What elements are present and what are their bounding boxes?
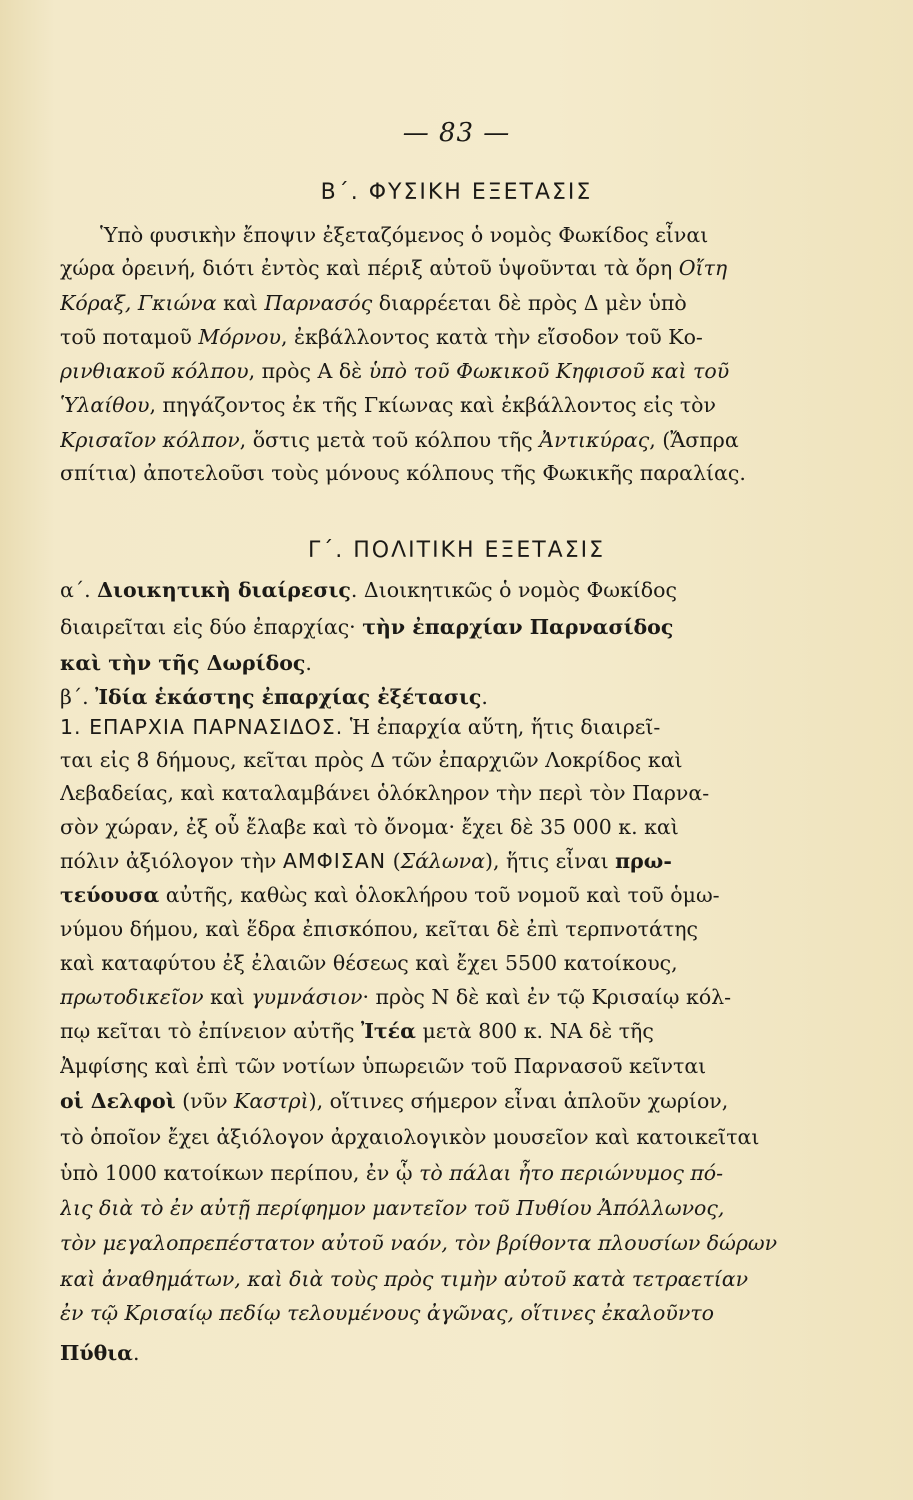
section-heading-political-examination: Γ΄. ΠΟΛΙΤΙΚΗ ΕΞΕΤΑΣΙΣ (307, 538, 605, 563)
text-run: τοῦ ποταμοῦ (60, 325, 199, 349)
text-run: τεύουσα (60, 883, 160, 907)
text-run: . (481, 685, 488, 709)
text-line (60, 982, 830, 1012)
text-line (60, 425, 830, 455)
text-run: τὴν ἐπαρχίαν Παρνασίδος (362, 615, 674, 639)
text-run: Σάλωνα (400, 849, 485, 873)
text-run: (νῦν (175, 1089, 235, 1113)
text-run: Μόρνου (198, 325, 281, 349)
text-run: . (132, 1341, 140, 1365)
text-line (60, 648, 830, 678)
text-line (60, 682, 830, 712)
text-run: , πηγάζοντος ἐκ τῆς Γκίωνας καὶ ἐκβάλλοντος εἰς τὸν (149, 393, 716, 417)
text-line (60, 575, 830, 605)
text-line (60, 948, 830, 978)
text-line (60, 745, 830, 775)
section-heading-physical-examination: Β΄. ΦΥΣΙΚΗ ΕΞΕΤΑΣΙΣ (320, 180, 593, 205)
text-run: διαιρεῖται εἰς δύο ἐπαρχίας· (60, 615, 363, 639)
page-number: — 83 — (402, 118, 511, 148)
text-run: , (Ἄσπρα (649, 428, 739, 452)
text-run: β΄. (60, 685, 96, 709)
text-line (60, 1193, 830, 1223)
text-run: σὸν χώραν, ἐξ οὗ ἔλαβε καὶ τὸ ὄνομα· ἔχει δὲ 35 000 κ. καὶ (60, 815, 679, 839)
text-run: ται εἰς 8 δήμους, κεῖται πρὸς Δ τῶν ἐπαρχιῶν Λοκρίδος καὶ (60, 748, 683, 772)
text-line (60, 288, 830, 318)
text-run: τὸ ὁποῖον ἔχει ἀξιόλογον ἀρχαιολογικὸν μουσεῖον καὶ κατοικεῖται (60, 1125, 760, 1149)
text-run: ), ἥτις εἶναι (484, 849, 616, 873)
text-line (60, 612, 830, 642)
text-run: Οἴτη (678, 256, 728, 280)
text-run: χώρα ὀρεινή, διότι ἐντὸς καὶ πέριξ αὐτοῦ ὑψοῦνται τὰ ὄρη (60, 256, 679, 280)
text-line (60, 322, 830, 352)
text-run: Κρισαῖον κόλπον (60, 428, 240, 452)
text-run: ( (386, 849, 401, 873)
text-run: γυμνάσιον (251, 985, 363, 1009)
text-line (60, 1051, 830, 1081)
text-line (60, 1264, 830, 1294)
text-run: . (305, 651, 312, 675)
text-line (60, 1016, 830, 1046)
text-run: Παρνασός (264, 291, 373, 315)
text-run: οἱ Δελφοὶ (60, 1089, 176, 1113)
text-run: ἐν τῷ Κρισαίῳ πεδίῳ τελουμένους ἀγῶνας, οἵτινες ἐκαλοῦντο (60, 1301, 714, 1325)
text-run: ρινθιακοῦ κόλπου (60, 359, 249, 383)
text-run: πόλιν ἀξιόλογον τὴν (60, 849, 283, 873)
text-line (60, 712, 830, 742)
text-line (60, 356, 830, 386)
text-run: Καστρὶ (234, 1089, 309, 1113)
text-line (60, 914, 830, 944)
text-run: καὶ (216, 291, 265, 315)
text-run: Ἡ ἐπαρχία αὕτη, ἥτις διαιρεῖ- (343, 715, 661, 739)
text-run: αὐτῆς, καθὼς καὶ ὁλοκλήρου τοῦ νομοῦ καὶ τοῦ ὁμω- (159, 883, 720, 907)
text-run: Διοικητικὴ διαίρεσις (97, 578, 351, 602)
text-run: ), οἵτινες σήμερον εἶναι ἁπλοῦν χωρίον, (308, 1089, 729, 1113)
text-run: καὶ (203, 985, 252, 1009)
text-run: Ἰδία ἑκάστης ἐπαρχίας ἐξέτασις (95, 685, 482, 709)
text-run: ὑπὸ 1000 κατοίκων περίπου, ἐν ᾧ (60, 1161, 420, 1185)
text-run: Ὑπὸ φυσικὴν ἔποψιν ἐξεταζόμενος ὁ νομὸς Φωκίδος εἶναι (100, 223, 709, 247)
text-run: Κόραξ, Γκιώνα (60, 291, 217, 315)
text-run: διαρρέεται δὲ πρὸς Δ μὲν ὑπὸ (372, 291, 687, 315)
text-run: Ἀμφίσης καὶ ἐπὶ τῶν νοτίων ὑπωρειῶν τοῦ Παρνασοῦ κεῖνται (60, 1054, 707, 1078)
text-line (60, 390, 830, 420)
text-line (60, 220, 870, 250)
text-line (60, 880, 830, 910)
text-run: Ἀντικύρας (539, 428, 650, 452)
text-run: καὶ τὴν τῆς Δωρίδος (60, 651, 306, 675)
text-run: καὶ ἀναθημάτων, καὶ διὰ τοὺς πρὸς τιμὴν αὐτοῦ κατὰ τετραετίαν (60, 1267, 749, 1291)
text-run: , ὅστις μετὰ τοῦ κόλπου τῆς (239, 428, 540, 452)
text-line (60, 1228, 830, 1258)
text-line (60, 458, 830, 488)
text-run: Πύθια (60, 1341, 133, 1365)
text-run: τὸν μεγαλοπρεπέστατον αὐτοῦ ναόν, τὸν βρίθοντα πλουσίων δώρων (60, 1231, 778, 1255)
text-line (60, 1122, 830, 1152)
text-run: Ἰτέα (361, 1019, 416, 1043)
text-run: τὸ πάλαι ἦτο περιώνυμος πό- (419, 1161, 724, 1185)
text-run: πρωτοδικεῖον (60, 985, 204, 1009)
text-run: α΄. (60, 578, 98, 602)
text-line (60, 1086, 830, 1116)
text-run: ΑΜΦΙΣΑΝ (282, 849, 387, 873)
text-run: Λεβαδείας, καὶ καταλαμβάνει ὁλόκληρον τὴν περὶ τὸν Παρνα- (60, 781, 710, 805)
text-line (60, 778, 830, 808)
text-run: πρω- (615, 849, 672, 873)
text-run: · πρὸς Ν δὲ καὶ ἐν τῷ Κρισαίῳ κόλ- (362, 985, 732, 1009)
text-run: πῳ κεῖται τὸ ἐπίνειον αὐτῆς (60, 1019, 361, 1043)
text-run: λις διὰ τὸ ἐν αὐτῇ περίφημον μαντεῖον τοῦ Πυθίου Ἀπόλλωνος, (60, 1196, 725, 1220)
text-run: , ἐκβάλλοντος κατὰ τὴν εἴσοδον τοῦ Κο- (280, 325, 703, 349)
text-line (60, 812, 830, 842)
text-run: , πρὸς Α δὲ (248, 359, 369, 383)
text-run: ὑπὸ τοῦ Φωκικοῦ Κηφισοῦ καὶ τοῦ (368, 359, 730, 383)
text-line (60, 846, 830, 876)
text-run: 1. ΕΠΑΡΧΙΑ ΠΑΡΝΑΣΙΔΟΣ. (60, 715, 344, 739)
text-line (60, 1338, 830, 1368)
text-run: . Διοικητικῶς ὁ νομὸς Φωκίδος (350, 578, 677, 602)
text-line (60, 253, 830, 283)
text-run: μετὰ 800 κ. ΝΑ δὲ τῆς (415, 1019, 654, 1043)
text-run: Ὑλαίθου (60, 393, 150, 417)
text-line (60, 1158, 830, 1188)
text-run: καὶ καταφύτου ἐξ ἐλαιῶν θέσεως καὶ ἔχει 5500 κατοίκους, (60, 951, 678, 975)
text-run: νύμου δήμου, καὶ ἕδρα ἐπισκόπου, κεῖται δὲ ἐπὶ τερπνοτάτης (60, 917, 698, 941)
text-line (60, 1298, 830, 1328)
text-run: σπίτια) ἀποτελοῦσι τοὺς μόνους κόλπους τῆς Φωκικῆς παραλίας. (60, 461, 746, 485)
